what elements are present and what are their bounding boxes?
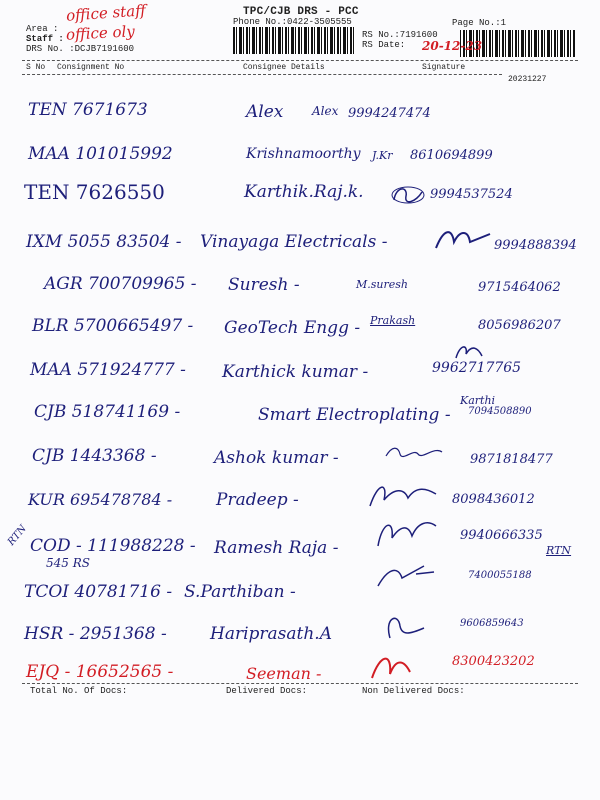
entry-name: Karthik.Raj.k.	[244, 182, 364, 202]
entry-signature: Alex	[312, 104, 339, 118]
entry-name: GeoTech Engg -	[224, 318, 361, 338]
entry-name: Seeman -	[246, 664, 322, 683]
entry-signature: M.suresh	[356, 278, 408, 291]
entry-consignment: IXM 5055 83504 -	[26, 232, 182, 252]
entry-phone: 8300423202	[452, 654, 535, 669]
entry-consignment: TEN 7671673	[28, 100, 148, 120]
entry-phone: 9994537524	[430, 187, 513, 202]
entry-consignment: AGR 700709965 -	[44, 274, 197, 294]
entry-phone: 9871818477	[470, 452, 553, 467]
entry-name: Krishnamoorthy	[246, 146, 361, 162]
rs-date-handwritten: 20-12-23	[422, 39, 483, 53]
signature-scribble	[432, 224, 494, 254]
entry-consignment: MAA 571924777 -	[30, 360, 186, 380]
entry-name: Hariprasath.A	[210, 624, 332, 644]
entry-name: Pradeep -	[216, 490, 299, 510]
entry-phone: 7094508890	[468, 406, 532, 417]
signature-scribble	[366, 648, 416, 688]
staff-label: Staff :	[26, 34, 64, 44]
entry-signature: Karthi	[460, 394, 496, 407]
entry-name: Smart Electroplating -	[258, 405, 451, 425]
col-consignment: Consignment No	[57, 63, 125, 72]
entry-consignment: CJB 1443368 -	[32, 446, 157, 466]
timestamp: 20231227	[508, 75, 547, 84]
col-consignee: Consignee Details	[243, 63, 325, 72]
entry-consignment: BLR 5700665497 -	[32, 316, 194, 336]
entry-phone: 9715464062	[478, 280, 561, 295]
entry-consignment: EJQ - 16652565 -	[26, 662, 174, 682]
phone-number: Phone No.:0422-3505555	[233, 17, 352, 27]
entry-phone: 7400055188	[468, 570, 532, 581]
entry-name: Karthick kumar -	[222, 362, 369, 382]
area-label: Area :	[26, 24, 59, 34]
non-delivered-docs: Non Delivered Docs:	[362, 686, 465, 696]
col-signature: Signature	[422, 63, 466, 72]
entry-phone: 8610694899	[410, 148, 493, 163]
entry-name: S.Parthiban -	[184, 582, 296, 602]
entry-phone: 9940666335	[460, 528, 543, 543]
signature-scribble	[390, 184, 426, 206]
entry-phone: 8098436012	[452, 492, 535, 507]
area-handwritten: office staff	[65, 1, 147, 25]
entry-name: Ashok kumar -	[214, 448, 339, 468]
col-sno: S No	[26, 63, 46, 72]
signature-scribble	[452, 340, 486, 362]
signature-scribble	[372, 512, 442, 552]
rs-number: RS No.:7191600	[362, 30, 438, 40]
drs-barcode	[233, 27, 355, 54]
signature-scribble	[364, 478, 440, 510]
drs-number: DRS No. :DCJB7191600	[26, 44, 135, 54]
column-divider	[22, 74, 502, 75]
cod-amount: 545 RS	[46, 556, 90, 570]
signature-scribble	[372, 560, 442, 590]
entry-consignment: TCOI 40781716 -	[24, 582, 173, 602]
entry-name: Ramesh Raja -	[214, 538, 339, 558]
signature-scribble	[380, 610, 430, 644]
entry-signature: Prakash	[370, 314, 416, 327]
page-number: Page No.:1	[452, 18, 507, 28]
signature-scribble	[384, 444, 444, 460]
entry-consignment: COD - 111988228 -	[30, 536, 196, 556]
entry-phone: 9606859643	[460, 618, 524, 629]
total-docs: Total No. Of Docs:	[30, 686, 128, 696]
entry-consignment: TEN 7626550	[24, 180, 165, 204]
rtn-annotation-right: RTN	[546, 544, 572, 557]
entry-consignment: CJB 518741169 -	[34, 402, 181, 422]
entry-consignment: MAA 101015992	[28, 144, 173, 164]
entry-phone: 9994888394	[494, 238, 577, 253]
entry-name: Alex	[246, 102, 284, 122]
entry-phone: 8056986207	[478, 318, 561, 333]
entry-phone: 9962717765	[432, 360, 522, 376]
sheet-title: TPC/CJB DRS - PCC	[243, 6, 359, 18]
rs-date-label: RS Date:	[362, 40, 406, 50]
entry-consignment: HSR - 2951368 -	[24, 624, 167, 644]
entry-phone: 9994247474	[348, 106, 431, 121]
entry-name: Suresh -	[228, 275, 300, 295]
footer-divider	[22, 683, 578, 684]
delivered-docs: Delivered Docs:	[226, 686, 308, 696]
entry-name: Vinayaga Electricals -	[200, 232, 388, 252]
entry-signature: J.Kr	[372, 149, 393, 162]
staff-handwritten: office oly	[65, 22, 136, 44]
rtn-annotation-left: RTN	[5, 523, 29, 548]
entry-consignment: KUR 695478784 -	[28, 490, 173, 509]
header-divider	[22, 60, 578, 61]
